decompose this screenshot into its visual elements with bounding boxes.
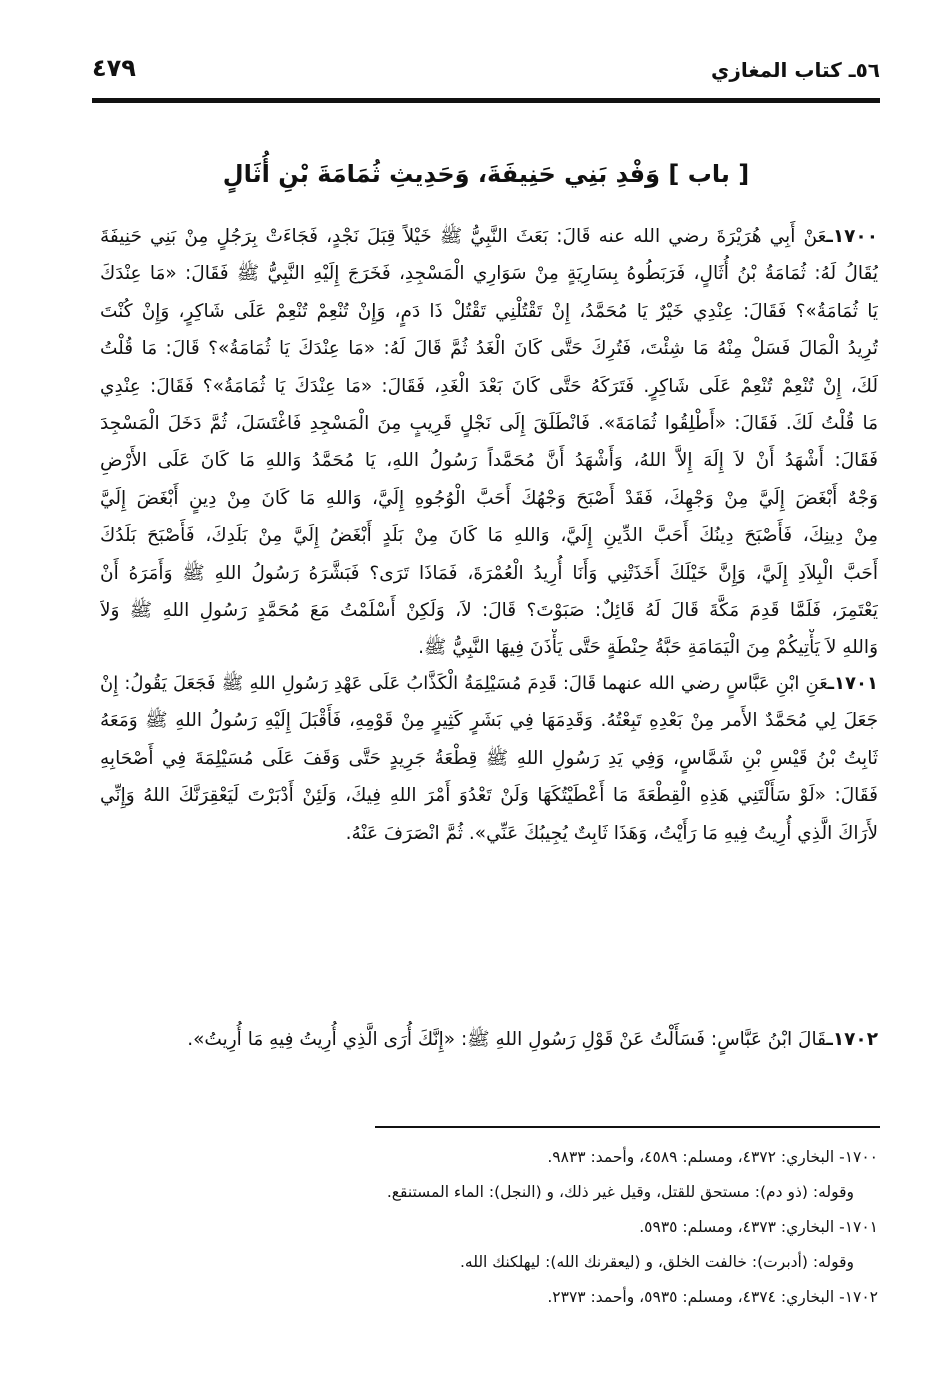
line-text: يُقَالُ لَهُ: ثُمَامَةُ بْنُ أُثَالٍ، فَرَبَطُوهُ بِسَارِيَةٍ مِنْ سَوَارِي الْمَسْجِدِ، فَخَرَجَ إِلَيْهِ النَّبِيُّ ﷺ فَقَالَ: «مَا عِنْدَكَ bbox=[100, 263, 878, 285]
chapter-title: [ باب ] وَفْدِ بَنِي حَنِيفَةَ، وَحَدِيثِ ثُمَامَةَ بْنِ أُثَالٍ bbox=[222, 160, 750, 188]
hadith-1701 bbox=[100, 665, 878, 852]
line-text: جَعَلَ لِي مُحَمَّدٌ الأَمر مِنْ بَعْدِهِ تَبِعْتُهُ. وَقَدِمَهَا فِي بَشَرٍ كَثِيرٍ مِنْ قَوْمِهِ، فَأَقْبَلَ إِلَيْهِ رَسُولُ اللهِ ﷺ وَمَعَهُ bbox=[100, 710, 878, 732]
hadith-number: ١٧٠٢ـ bbox=[826, 1029, 878, 1050]
line-text: أَحَبَّ الْبِلاَدِ إِلَيَّ، وَإِنَّ خَيْلَكَ أَخَذَتْنِي وَأَنَا أُرِيدُ الْعُمْرَةَ، فَمَاذَا تَرَى؟ فَبَشَّرَهُ رَسُولُ اللهِ ﷺ وَأَمَرَهُ أَنْ bbox=[100, 562, 878, 584]
text-line bbox=[100, 555, 878, 592]
page-number: ٤٧٩ bbox=[92, 54, 136, 82]
line-text: لأَرَاكَ الَّذِي أُرِيتُ فِيهِ مَا رَأَيْتُ، وَهَذَا ثَابِتٌ يُجِيبُكَ عَنِّي». ثُمَّ انْصَرَفَ عَنْهُ. bbox=[345, 822, 878, 844]
footnote-rule bbox=[375, 1126, 880, 1128]
footnote: ١٧٠٠- البخاري: ٤٣٧٢، ومسلم: ٤٥٨٩، وأحمد: ٩٨٣٣. bbox=[547, 1148, 878, 1166]
text-line bbox=[100, 1021, 878, 1058]
header-rule bbox=[92, 98, 880, 103]
footnote: وقوله: (ذو دم): مستحق للقتل، وقيل غير ذلك، و (النجل): الماء المستنقع. bbox=[386, 1183, 854, 1201]
hadith-1700 bbox=[100, 218, 878, 667]
text-line bbox=[100, 702, 878, 739]
text-line bbox=[100, 218, 878, 255]
text-line bbox=[100, 480, 878, 517]
text-line bbox=[100, 592, 878, 629]
text-line bbox=[100, 517, 878, 554]
text-line bbox=[100, 255, 878, 292]
text-line bbox=[100, 629, 878, 666]
text-line bbox=[100, 665, 878, 702]
line-text: ثَابِتُ بْنُ قَيْسِ بْنِ شَمَّاسٍ، وَفِي يَدِ رَسُولِ اللهِ ﷺ قِطْعَةُ جَرِيدٍ حَتَّى وَقَفَ عَلَى مُسَيْلِمَةَ فِي أَصْحَابِهِ bbox=[100, 747, 878, 769]
book-title: ٥٦ـ كتاب المغازي bbox=[710, 58, 880, 82]
line-text: مِنْ دِينِكَ، فَأَصْبَحَ دِينُكَ أَحَبَّ الدِّينِ إِلَيَّ، وَاللهِ مَا كَانَ مِنْ بَلَدٍ أَبْغَضُ إِلَيَّ مِنْ بَلَدِكَ، فَأَصْبَحَ بَلَدُكَ bbox=[100, 525, 878, 547]
footnote: ١٧٠٢- البخاري: ٤٣٧٤، ومسلم: ٥٩٣٥، وأحمد: ٢٣٧٣. bbox=[547, 1288, 878, 1306]
line-text: تُرِيدُ الْمَالَ فَسَلْ مِنْهُ مَا شِئْتَ، فَتُرِكَ حَتَّى كَانَ الْغَدُ ثُمَّ قَالَ لَهُ: «مَا عِنْدَكَ يَا ثُمَامَةُ»؟ قَالَ: مَا قُلْتُ bbox=[100, 338, 878, 360]
line-text: مَا قُلْتُ لَكَ. فَقَالَ: «أَطْلِقُوا ثُمَامَةَ». فَانْطَلَقَ إِلَى نَجْلٍ قَرِيبٍ مِنَ الْمَسْجِدِ فَاغْتَسَلَ، ثُمَّ دَخَلَ الْمَسْجِدَ bbox=[100, 412, 878, 434]
line-text: فَقَالَ: أَشْهَدُ أَنْ لاَ إِلَهَ إِلاَّ اللهُ، وَأَشْهَدُ أَنَّ مُحَمَّداً رَسُولُ اللهِ، يَا مُحَمَّدُ وَاللهِ مَا كَانَ عَلَى الأَرْضِ bbox=[100, 450, 878, 472]
line-text: عَنِ ابْنِ عَبَّاسٍ رضي الله عنهما قَالَ: قَدِمَ مُسَيْلِمَةُ الْكَذَّابُ عَلَى عَهْدِ رَسُولِ اللهِ ﷺ فَجَعَلَ يَقُولُ: إِنْ bbox=[100, 673, 828, 694]
footnotes bbox=[300, 1140, 878, 1315]
line-text: عَنْ أَبِي هُرَيْرَةَ رضي الله عنه قَالَ: بَعَثَ النَّبِيُّ ﷺ خَيْلاً قِبَلَ نَجْدٍ، فَجَاءَتْ بِرَجُلٍ مِنْ بَنِي حَنِيفَةَ bbox=[100, 226, 827, 247]
line-text: يَعْتَمِرَ، فَلَمَّا قَدِمَ مَكَّةَ قَالَ لَهُ قَائِلٌ: صَبَوْتَ؟ قَالَ: لاَ، وَلَكِنْ أَسْلَمْتُ مَعَ مُحَمَّدٍ رَسُولِ اللهِ ﷺ وَلاَ bbox=[100, 599, 878, 621]
line-text: قَالَ ابْنُ عَبَّاسٍ: فَسَأَلْتُ عَنْ قَوْلِ رَسُولِ اللهِ ﷺ: «إِنَّكَ أُرَى الَّذِي أُرِيتُ فِيهِ مَا أُرِيتُ». bbox=[187, 1029, 827, 1050]
text-line bbox=[100, 442, 878, 479]
running-header bbox=[92, 52, 880, 92]
text-line bbox=[100, 293, 878, 330]
text-line bbox=[100, 777, 878, 814]
footnote: وقوله: (أدبرت): خالفت الخلق، و (ليعقرنك الله): ليهلكنك الله. bbox=[459, 1253, 854, 1271]
line-text: وَجْهٌ أَبْغَضَ إِلَيَّ مِنْ وَجْهِكَ، فَقَدْ أَصْبَحَ وَجْهُكَ أَحَبَّ الْوُجُوهِ إِلَيَّ، وَاللهِ مَا كَانَ مِنْ دِينٍ أَبْغَضَ إِلَيَّ bbox=[100, 487, 878, 509]
text-line bbox=[100, 330, 878, 367]
text-line bbox=[100, 740, 878, 777]
text-line bbox=[100, 405, 878, 442]
footnote: ١٧٠١- البخاري: ٤٣٧٣، ومسلم: ٥٩٣٥. bbox=[639, 1218, 878, 1236]
hadith-number: ١٧٠٠ـ bbox=[826, 226, 878, 247]
hadith-1702 bbox=[100, 1021, 878, 1058]
line-text: لَكَ، إِنْ تُنْعِمْ تُنْعِمْ عَلَى شَاكِرٍ. فَتَرَكَهُ حَتَّى كَانَ بَعْدَ الْغَدِ، فَقَالَ: «مَا عِنْدَكَ يَا ثُمَامَةُ»؟ فَقَالَ: عِنْدِي bbox=[100, 375, 878, 397]
line-text: وَاللهِ لاَ يَأْتِيكُمْ مِنَ الْيَمَامَةِ حَبَّةُ حِنْطَةٍ حَتَّى يَأْذَنَ فِيهَا النَّبِيُّ ﷺ. bbox=[418, 637, 878, 659]
line-text: فَقَالَ: «لَوْ سَأَلْتَنِي هَذِهِ الْقِطْعَةَ مَا أَعْطَيْتُكَهَا وَلَنْ تَعْدُوَ أَمْرَ اللهِ فِيكَ، وَلَئِنْ أَدْبَرْتَ لَيَعْقِرَنَّكَ اللهُ وَإِنِّي bbox=[100, 785, 878, 807]
text-line bbox=[100, 368, 878, 405]
hadith-number: ١٧٠١ـ bbox=[827, 673, 878, 694]
line-text: يَا ثُمَامَةُ»؟ فَقَالَ: عِنْدِي خَيْرٌ يَا مُحَمَّدُ، إِنْ تَقْتُلْنِي تَقْتُلْ ذَا دَمٍ، وَإِنْ تُنْعِمْ تُنْعِمْ عَلَى شَاكِرٍ، وَإِنْ كُنْتَ bbox=[100, 300, 878, 322]
text-line bbox=[100, 815, 878, 852]
